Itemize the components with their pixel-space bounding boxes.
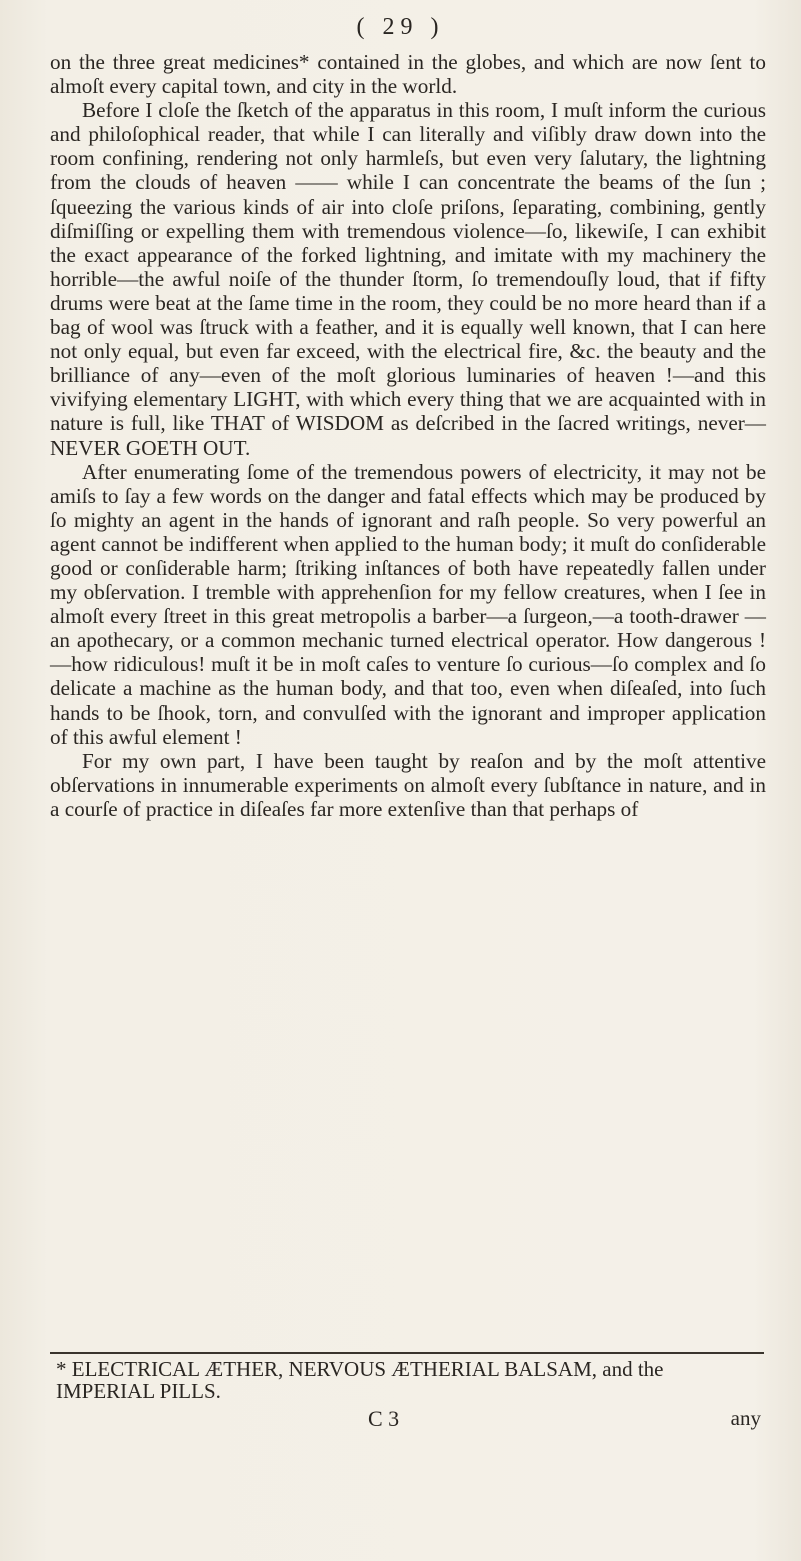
body-text [50, 50, 766, 821]
footnote-rule [50, 1352, 764, 1354]
signature-mark: C 3 [368, 1406, 400, 1431]
paragraph-2: Before I cloſe the ſketch of the apparatus in this room, I muſt inform the curious and philoſophical reader, that while I can literally and viſibly draw down into the room confining, rendering not only harmleſs, but even very ſalutary, the lightning from the clouds of heaven —— while I can concentrate the beams of the ſun ; ſqueezing the various kinds of air into cloſe priſons, ſeparating, combining, gently diſmiſſing or expelling them with tremendous violence—ſo, likewiſe, I can exhibit the exact appearance of the forked lightning, and imitate with my machinery the horrible—the awful noiſe of the thunder ſtorm, ſo tremendouſly loud, that if fifty drums were beat at the ſame time in the room, they could be no more heard than if a bag of wool was ſtruck with a feather, and it is equally well known, that I can here not only equal, but even far exceed, with the electrical fire, &c. the beauty and the brilliance of any—even of the moſt glorious luminaries of heaven !—and this vivifying elementary LIGHT, with which every thing that we are acquainted with in nature is full, like THAT of WISDOM as deſcribed in the ſacred writings, never—NEVER GOETH OUT. [50, 98, 766, 460]
footnote: * ELECTRICAL ÆTHER, NERVOUS ÆTHERIAL BALSAM, and the IMPERIAL PILLS. [56, 1357, 664, 1403]
catchword: any [730, 1406, 761, 1430]
page-number: ( 29 ) [356, 14, 445, 40]
paragraph-4: For my own part, I have been taught by reaſon and by the moſt attentive obſervations in innumerable experiments on almoſt every ſubſtance in nature, and in a courſe of practice in diſeaſes far more extenſive than that perhaps of [50, 748, 766, 821]
paragraph-1: on the three great medicines* contained in the globes, and which are now ſent to almoſt every capital town, and city in the world. [50, 50, 766, 99]
paragraph-3: After enumerating ſome of the tremendous powers of electricity, it may not be amiſs to ſay a few words on the danger and fatal effects which may be produced by ſo mighty an agent in the hands of ignorant and raſh people. So very powerful an agent cannot be indifferent when applied to the human body; it muſt do conſiderable good or conſiderable harm; ſtriking inſtances of both have repeatedly fallen under my obſervation. I tremble with apprehenſion for my fellow creatures, when I ſee in almoſt every ſtreet in this great metropolis a barber—a ſurgeon,—a tooth-drawer —an apothecary, or a common mechanic turned electrical operator. How dangerous !—how ridiculous! muſt it be in moſt caſes to venture ſo curious—ſo complex and ſo delicate a machine as the human body, and that too, even when diſeaſed, into ſuch hands to be ſhook, torn, and convulſed with the ignorant and improper application of this awful element ! [50, 459, 766, 749]
page-foot [0, 1406, 801, 1436]
